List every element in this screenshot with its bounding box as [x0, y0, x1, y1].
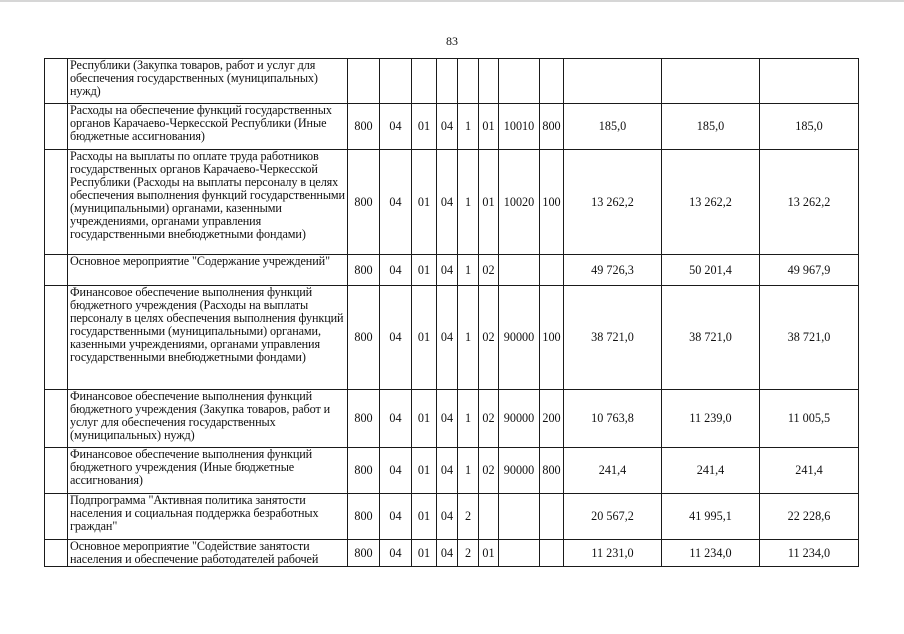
- cell-c2: 04: [380, 540, 412, 567]
- table-row: [45, 448, 859, 494]
- table-row: [45, 150, 859, 255]
- cell-c7: [499, 540, 540, 567]
- cell-c8: 800: [540, 104, 564, 150]
- cell-v3: 11 005,5: [760, 390, 859, 448]
- cell-c7: 90000: [499, 448, 540, 494]
- cell-v1: 10 763,8: [564, 390, 662, 448]
- cell-c2: 04: [380, 390, 412, 448]
- cell-c5: 2: [458, 540, 479, 567]
- cell-v1: 13 262,2: [564, 150, 662, 255]
- cell-c8: [540, 540, 564, 567]
- table-row: [45, 540, 859, 567]
- row-gap-cell: [45, 448, 68, 494]
- cell-c1: 800: [348, 286, 380, 390]
- row-gap-cell: [45, 104, 68, 150]
- row-description: Расходы на обеспечение функций государственных органов Карачаево-Черкесской Республики (Иные бюджетные ассигнования): [68, 104, 348, 150]
- cell-c2: [380, 59, 412, 104]
- cell-c8: [540, 59, 564, 104]
- cell-v3: 22 228,6: [760, 494, 859, 540]
- cell-c2: 04: [380, 494, 412, 540]
- cell-c6: 02: [479, 255, 499, 286]
- cell-c3: 01: [412, 255, 437, 286]
- cell-c4: 04: [437, 448, 458, 494]
- cell-c7: [499, 494, 540, 540]
- row-gap-cell: [45, 255, 68, 286]
- cell-c8: 200: [540, 390, 564, 448]
- table-row: [45, 286, 859, 390]
- row-description: Подпрограмма "Активная политика занятости населения и социальная поддержка безработных граждан": [68, 494, 348, 540]
- cell-c8: [540, 255, 564, 286]
- cell-c6: 01: [479, 104, 499, 150]
- cell-c8: [540, 494, 564, 540]
- cell-c1: 800: [348, 104, 380, 150]
- cell-c7: 90000: [499, 286, 540, 390]
- cell-v2: 241,4: [662, 448, 760, 494]
- row-gap-cell: [45, 540, 68, 567]
- cell-c2: 04: [380, 448, 412, 494]
- cell-c5: 1: [458, 255, 479, 286]
- cell-c7: [499, 59, 540, 104]
- cell-c6: 02: [479, 286, 499, 390]
- cell-c7: 10020: [499, 150, 540, 255]
- cell-c6: 01: [479, 540, 499, 567]
- cell-c4: 04: [437, 150, 458, 255]
- row-gap-cell: [45, 494, 68, 540]
- cell-v3: 13 262,2: [760, 150, 859, 255]
- cell-c3: 01: [412, 104, 437, 150]
- cell-c6: [479, 494, 499, 540]
- cell-v2: 11 234,0: [662, 540, 760, 567]
- cell-c5: 1: [458, 286, 479, 390]
- cell-c3: 01: [412, 390, 437, 448]
- cell-c7: 10010: [499, 104, 540, 150]
- budget-table: [44, 58, 859, 567]
- cell-c2: 04: [380, 150, 412, 255]
- row-gap-cell: [45, 59, 68, 104]
- table-row: [45, 255, 859, 286]
- cell-c4: 04: [437, 104, 458, 150]
- cell-v1: 11 231,0: [564, 540, 662, 567]
- cell-v1: 49 726,3: [564, 255, 662, 286]
- cell-c2: 04: [380, 255, 412, 286]
- cell-c5: 1: [458, 390, 479, 448]
- cell-v1: [564, 59, 662, 104]
- row-description: Расходы на выплаты по оплате труда работников государственных органов Карачаево-Черкесской Республики (Расходы на выплаты персоналу в целях обеспечения выполнения функций государственными (муниципальными) органами, казенными учреждениями, органами управления государственными внебюджетными фондами): [68, 150, 348, 255]
- cell-v3: 185,0: [760, 104, 859, 150]
- row-description: Основное мероприятие "Содействие занятости населения и обеспечение работодателей рабочей: [68, 540, 348, 567]
- cell-c1: [348, 59, 380, 104]
- cell-c3: 01: [412, 494, 437, 540]
- cell-v2: 13 262,2: [662, 150, 760, 255]
- table-row: [45, 104, 859, 150]
- cell-c3: 01: [412, 286, 437, 390]
- cell-c2: 04: [380, 286, 412, 390]
- table-row: [45, 59, 859, 104]
- cell-c8: 100: [540, 286, 564, 390]
- cell-v2: 185,0: [662, 104, 760, 150]
- cell-c5: 2: [458, 494, 479, 540]
- top-scan-line: [0, 0, 904, 2]
- cell-v1: 38 721,0: [564, 286, 662, 390]
- cell-v3: 38 721,0: [760, 286, 859, 390]
- cell-c2: 04: [380, 104, 412, 150]
- cell-c5: 1: [458, 150, 479, 255]
- cell-v3: 11 234,0: [760, 540, 859, 567]
- cell-c1: 800: [348, 390, 380, 448]
- row-description: Финансовое обеспечение выполнения функций бюджетного учреждения (Расходы на выплаты персоналу в целях обеспечения выполнения функций государственными (муниципальными) органами, казенными учреждениями, органами управления государственными внебюджетными фондами): [68, 286, 348, 390]
- cell-c4: [437, 59, 458, 104]
- cell-v3: [760, 59, 859, 104]
- cell-c6: 02: [479, 448, 499, 494]
- table-row: [45, 390, 859, 448]
- cell-v3: 49 967,9: [760, 255, 859, 286]
- table-row: [45, 494, 859, 540]
- cell-c8: 100: [540, 150, 564, 255]
- row-description: Финансовое обеспечение выполнения функций бюджетного учреждения (Закупка товаров, работ и услуг для обеспечения государственных (муниципальных) нужд): [68, 390, 348, 448]
- cell-v2: 41 995,1: [662, 494, 760, 540]
- cell-c1: 800: [348, 448, 380, 494]
- row-description: Республики (Закупка товаров, работ и услуг для обеспечения государственных (муниципальных) нужд): [68, 59, 348, 104]
- cell-v1: 241,4: [564, 448, 662, 494]
- cell-c4: 04: [437, 540, 458, 567]
- cell-c4: 04: [437, 390, 458, 448]
- cell-c6: [479, 59, 499, 104]
- cell-c5: 1: [458, 104, 479, 150]
- cell-c4: 04: [437, 255, 458, 286]
- row-gap-cell: [45, 286, 68, 390]
- row-gap-cell: [45, 390, 68, 448]
- cell-c7: 90000: [499, 390, 540, 448]
- cell-c4: 04: [437, 494, 458, 540]
- cell-c8: 800: [540, 448, 564, 494]
- page-number: 83: [446, 34, 458, 48]
- row-gap-cell: [45, 150, 68, 255]
- cell-c6: 02: [479, 390, 499, 448]
- cell-c1: 800: [348, 494, 380, 540]
- cell-c1: 800: [348, 150, 380, 255]
- cell-c5: [458, 59, 479, 104]
- row-description: Основное мероприятие "Содержание учреждений": [68, 255, 348, 286]
- cell-c7: [499, 255, 540, 286]
- cell-v1: 20 567,2: [564, 494, 662, 540]
- cell-c1: 800: [348, 540, 380, 567]
- cell-v3: 241,4: [760, 448, 859, 494]
- row-description: Финансовое обеспечение выполнения функций бюджетного учреждения (Иные бюджетные ассигнования): [68, 448, 348, 494]
- cell-v2: 11 239,0: [662, 390, 760, 448]
- cell-v2: 50 201,4: [662, 255, 760, 286]
- cell-v2: [662, 59, 760, 104]
- cell-c3: [412, 59, 437, 104]
- cell-c6: 01: [479, 150, 499, 255]
- cell-c3: 01: [412, 150, 437, 255]
- cell-v2: 38 721,0: [662, 286, 760, 390]
- cell-c3: 01: [412, 540, 437, 567]
- cell-c5: 1: [458, 448, 479, 494]
- cell-c1: 800: [348, 255, 380, 286]
- cell-c3: 01: [412, 448, 437, 494]
- cell-c4: 04: [437, 286, 458, 390]
- cell-v1: 185,0: [564, 104, 662, 150]
